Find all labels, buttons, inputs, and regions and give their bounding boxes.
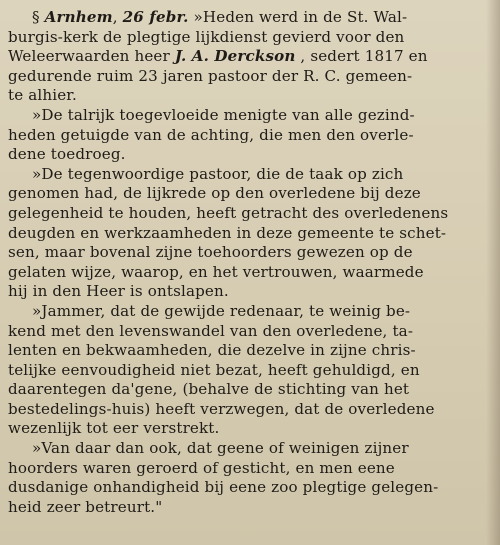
paragraph-4-line-5: daarentegen da'gene, (behalve de stichting van het (8, 380, 410, 399)
paragraph-3-line-6: gelaten wijze, waarop, en het vertrouwen, waarmede (8, 262, 424, 281)
paragraph-2-line-2: heden getuigde van de achting, die men den overle- (8, 125, 414, 144)
paragraph-3-line-2: genomen had, de lijkrede op den overledene bij deze (8, 184, 421, 203)
paragraph-3-line-4: deugden en werkzaamheden in deze gemeente te schet- (8, 223, 447, 242)
paragraph-5-line-1: »Van daar dan ook, dat geene of weinigen zijner (32, 439, 409, 458)
paragraph-4 (8, 302, 490, 439)
paragraph-3-line-7: hij in den Heer is ontslapen. (8, 282, 229, 301)
paragraph-1-line-1: »Heden werd in de St. Wal- (193, 8, 408, 26)
paragraph-2-line-3: dene toedroeg. (8, 145, 126, 164)
paragraph-4-line-7: wezenlijk tot eer verstrekt. (8, 419, 220, 438)
dateline: § Arnhem, 26 febr. »Heden werd in de St. Wal- (32, 8, 408, 26)
date: 26 febr. (122, 8, 189, 26)
paragraph-3-line-1: »De tegenwoordige pastoor, die de taak op zich (32, 164, 404, 183)
paragraph-5-line-4: heid zeer betreurt." (8, 497, 163, 516)
paragraph-5-line-3: dusdanige onhandigheid bij eene zoo plegtige gelegen- (8, 478, 439, 497)
paragraph-5 (8, 439, 490, 517)
paragraph-4-line-1: »Jammer, dat de gewijde redenaar, te weinig be- (32, 301, 411, 320)
paragraph-5-line-2: hoorders waren geroerd of gesticht, en men eene (8, 458, 395, 477)
paragraph-1-line-4: gedurende ruim 23 jaren pastoor der R. C. gemeen- (8, 66, 413, 85)
article (8, 8, 490, 517)
paragraph-1 (8, 8, 490, 106)
paragraph-2-line-1: »De talrijk toegevloeide menigte van alle gezind- (32, 105, 415, 124)
place-name: Arnhem (44, 8, 113, 26)
paragraph-1-line-3b: , sedert 1817 en (300, 47, 428, 66)
paragraph-1-line-3a: Weleerwaarden heer (8, 47, 170, 66)
paragraph-1-line-2: burgis-kerk de plegtige lijkdienst gevierd voor den (8, 27, 405, 46)
paragraph-2 (8, 106, 490, 165)
section-mark: § (32, 8, 40, 26)
paragraph-3 (8, 165, 490, 302)
paragraph-1-line-3 (8, 47, 490, 67)
paragraph-4-line-4: telijke eenvoudigheid niet bezat, heeft gehuldigd, en (8, 360, 420, 379)
person-name: J. A. Derckson (174, 47, 296, 66)
paragraph-1-line-5: te alhier. (8, 86, 77, 105)
paragraph-4-line-3: lenten en bekwaamheden, die dezelve in zijne chris- (8, 341, 416, 360)
paragraph-3-line-3: gelegenheid te houden, heeft getracht des overledenens (8, 203, 449, 222)
paragraph-4-line-6: bestedelings-huis) heeft verzwegen, dat de overledene (8, 399, 435, 418)
paragraph-3-line-5: sen, maar bovenal zijne toehoorders gewezen op de (8, 243, 413, 262)
paragraph-4-line-2: kend met den levenswandel van den overledene, ta- (8, 321, 414, 340)
